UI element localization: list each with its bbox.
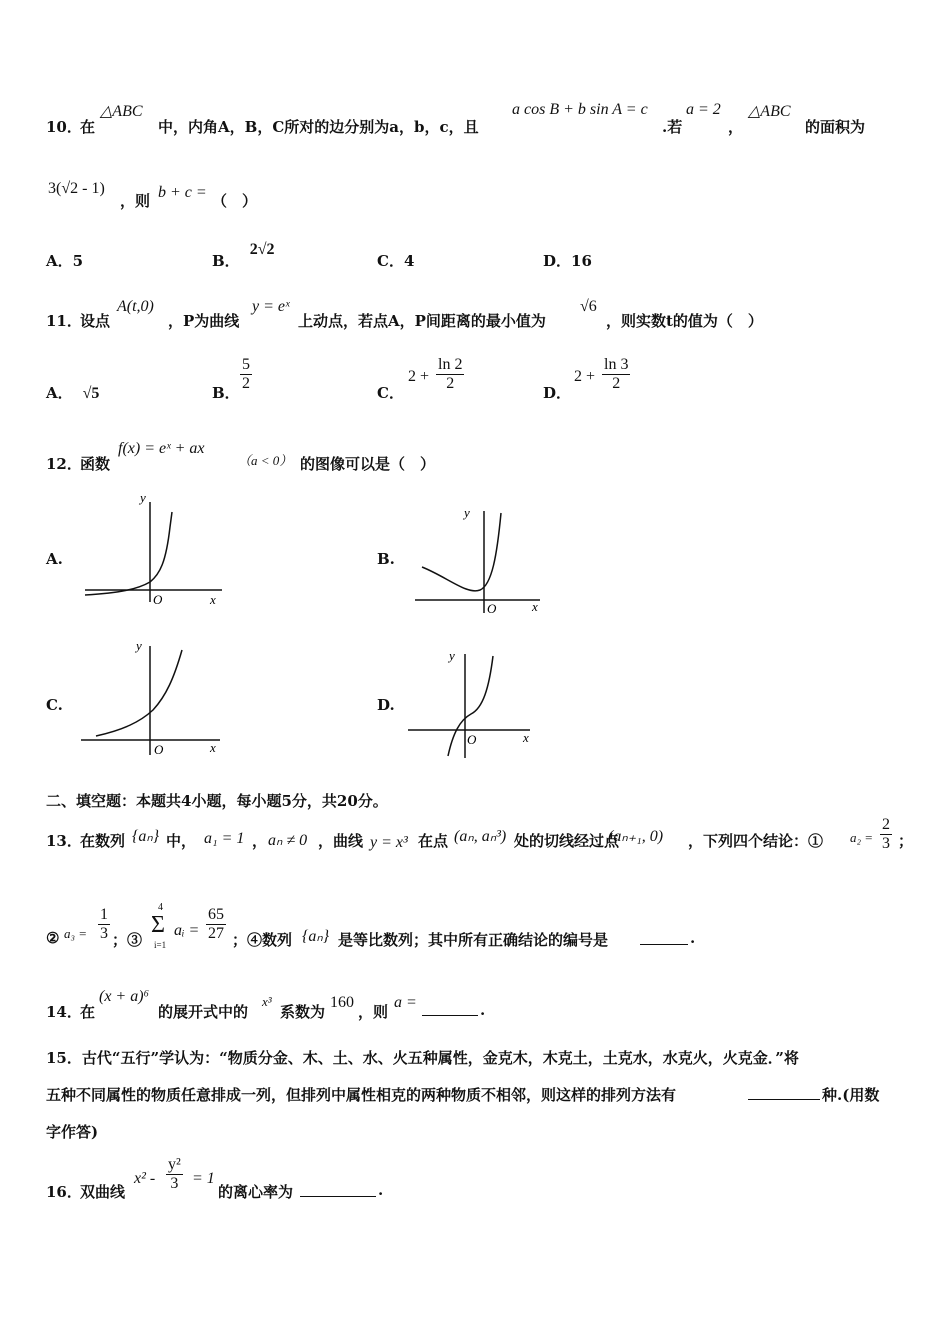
q13-curve: y = x³ xyxy=(370,834,408,851)
q10-text3: ， xyxy=(728,118,744,136)
q12-option-c[interactable]: C. xyxy=(46,696,63,714)
q12-number: 12． xyxy=(46,455,82,473)
q13-answer-blank[interactable] xyxy=(640,944,688,945)
q10-option-b[interactable]: B．2√2 xyxy=(212,241,275,270)
q14-text3: 系数为 xyxy=(280,1003,326,1021)
q10-option-d[interactable]: D．16 xyxy=(543,252,592,270)
q13-number: 13． xyxy=(46,832,82,850)
q12-func: f(x) = eˣ + ax xyxy=(118,440,205,457)
q12-text2: 的图像可以是（ ） xyxy=(300,455,436,473)
graph-c[interactable] xyxy=(78,640,228,755)
q12-option-d[interactable]: D. xyxy=(377,696,395,714)
x-label: x xyxy=(210,740,216,755)
origin-label: O xyxy=(153,592,163,607)
q11-text3: 上动点，若点A，P间距离的最小值为 xyxy=(298,312,546,330)
q15-line2b: 种.(用数 xyxy=(822,1086,880,1104)
x-label: x xyxy=(210,592,216,607)
q11-option-d-pre: 2 + xyxy=(574,368,596,385)
q11-option-c-pre: 2 + xyxy=(408,368,430,385)
q11-option-b[interactable]: B． xyxy=(212,384,240,402)
q14-ask: a = xyxy=(394,994,417,1011)
q13-a1: a₁ = 1 xyxy=(204,830,245,847)
q16-rhs: = 1 xyxy=(192,1170,215,1187)
q13-c3-pre: ；③ xyxy=(112,931,143,949)
x-label: x xyxy=(523,730,529,745)
q13-end: . xyxy=(690,929,696,947)
q15-line2a: 五种不同属性的物质任意排成一列，但排列中属性相克的两种物质不相邻，则这样的排列方法有 xyxy=(46,1086,677,1104)
q13-c1-lhs: a₂ = xyxy=(850,830,874,845)
q13-seq: {aₙ} xyxy=(132,828,160,845)
q11-text4: ，则实数t的值为（ ） xyxy=(606,312,763,330)
q14-expr: (x + a)⁶ xyxy=(99,988,150,1005)
q13-c1-frac: $\frac{2}{3}$ xyxy=(882,816,890,852)
q16-text2: 的离心率为 xyxy=(218,1183,294,1201)
q13-text2: 中， xyxy=(166,832,197,850)
q11-number: 11． xyxy=(46,312,82,330)
q12-cond: （a < 0） xyxy=(238,453,293,468)
q15-line1: 15．古代“五行”学认为：“物质分金、木、土、水、火五种属性，金克木，木克土，土克水，水克火，火克金．”将 xyxy=(46,1049,799,1067)
q10-option-c[interactable]: C．4 xyxy=(377,252,415,270)
q13-text5: 处的切线经过点 xyxy=(514,832,620,850)
q13-sum-term: aᵢ = xyxy=(174,922,200,939)
q11-text2: ，P为曲线 xyxy=(168,312,240,330)
q10-condition: a cos B + b sin A = c xyxy=(512,101,648,118)
q13-text6: ，下列四个结论：① xyxy=(688,832,824,850)
q10-text1: 中，内角A，B，C所对的边分别为a，b，c，且 xyxy=(158,118,479,136)
x-label: x xyxy=(532,599,538,614)
q13-c2-frac: $\frac{1}{3}$ xyxy=(100,906,108,942)
q11-option-c[interactable]: C． xyxy=(377,384,404,402)
y-label: y xyxy=(136,638,142,653)
section-2-heading: 二、填空题：本题共4小题，每小题5分，共20分。 xyxy=(46,792,388,810)
q16-frac: $\frac{\text{y²}}{3}$ xyxy=(168,1156,181,1192)
q16-number: 16． xyxy=(46,1183,82,1201)
q13-seq2: {aₙ} xyxy=(302,928,330,945)
q13-sep: ， xyxy=(252,832,268,850)
q13-c2-pre: ② xyxy=(46,929,60,947)
q16-answer-blank[interactable] xyxy=(300,1196,376,1197)
q11-min: √6 xyxy=(580,298,597,315)
q16-lhs: x² - xyxy=(134,1170,156,1187)
q13-c4: ；④数列 xyxy=(232,931,293,949)
curve-b xyxy=(422,513,501,591)
origin-label: O xyxy=(154,742,164,757)
q15-answer-blank[interactable] xyxy=(748,1099,820,1100)
q11-curve: y = eˣ xyxy=(252,298,290,315)
q16-text1: 双曲线 xyxy=(80,1183,126,1201)
curve-c xyxy=(96,650,182,736)
q10-paren: （ ） xyxy=(212,192,258,210)
q13-semi: ； xyxy=(898,832,914,850)
q11-point: A(t,0) xyxy=(117,298,154,315)
q13-point2: (aₙ₊₁, 0) xyxy=(608,828,664,845)
q13-text4: 在点 xyxy=(418,832,449,850)
q11-option-d[interactable]: D． xyxy=(543,384,572,402)
curve-a xyxy=(85,512,172,595)
q10-text4: 的面积为 xyxy=(805,118,866,136)
q14-term: x³ xyxy=(262,994,272,1009)
graph-d[interactable] xyxy=(405,648,540,763)
q13-c2-lhs: a₃ = xyxy=(64,926,88,941)
q13-c3-frac: $\frac{65}{27}$ xyxy=(208,906,224,942)
y-label: y xyxy=(464,505,470,520)
y-label: y xyxy=(140,490,146,505)
q13-an: aₙ ≠ 0 xyxy=(268,832,308,849)
q11-option-c-frac: $\frac{\ln 2}{2}$ xyxy=(438,356,463,392)
q12-option-b[interactable]: B. xyxy=(377,550,395,568)
y-label: y xyxy=(449,648,455,663)
q13-sum-top: 4 xyxy=(158,902,163,913)
q10-triangle2: △ABC xyxy=(748,103,791,120)
q10-ask: b + c = xyxy=(158,184,207,201)
q14-text1: 在 xyxy=(80,1003,96,1021)
q13-text3: ，曲线 xyxy=(318,832,364,850)
q14-text2: 的展开式中的 xyxy=(158,1003,249,1021)
origin-label: O xyxy=(487,601,497,616)
q14-text4: ，则 xyxy=(358,1003,389,1021)
q13-text7: 是等比数列；其中所有正确结论的编号是 xyxy=(338,931,609,949)
q10-option-a[interactable]: A．5 xyxy=(46,252,84,270)
q14-coef: 160 xyxy=(330,994,354,1011)
q10-a-value: a = 2 xyxy=(686,101,721,118)
q14-end: . xyxy=(480,1001,486,1019)
q10-text5: ，则 xyxy=(120,192,151,210)
q10-number: 10． xyxy=(46,118,82,136)
q16-end: . xyxy=(378,1181,384,1199)
origin-label: O xyxy=(467,732,477,747)
q13-sum-sign: Σ xyxy=(151,912,165,938)
q11-option-b-frac: $\frac{5}{2}$ xyxy=(242,356,250,392)
q12-option-a[interactable]: A. xyxy=(46,550,63,568)
q11-option-d-frac: $\frac{\ln 3}{2}$ xyxy=(604,356,629,392)
q11-option-a[interactable]: A． √5 xyxy=(46,384,100,402)
q15-line3: 字作答) xyxy=(46,1123,99,1141)
graph-b[interactable] xyxy=(412,505,547,615)
q11-text1: 设点 xyxy=(80,312,111,330)
q14-answer-blank[interactable] xyxy=(422,1015,478,1016)
graph-a[interactable] xyxy=(80,492,230,612)
q10-text2: .若 xyxy=(662,118,683,136)
q13-text1: 在数列 xyxy=(80,832,126,850)
q12-text1: 函数 xyxy=(80,455,111,473)
q10-area: 3(√2 - 1) xyxy=(48,180,105,197)
q13-sum-bottom: i=1 xyxy=(154,940,167,950)
q13-point: (aₙ, aₙ³) xyxy=(454,828,507,845)
q10-intro: 在 xyxy=(80,118,96,136)
q14-number: 14． xyxy=(46,1003,82,1021)
q10-triangle: △ABC xyxy=(100,103,143,120)
